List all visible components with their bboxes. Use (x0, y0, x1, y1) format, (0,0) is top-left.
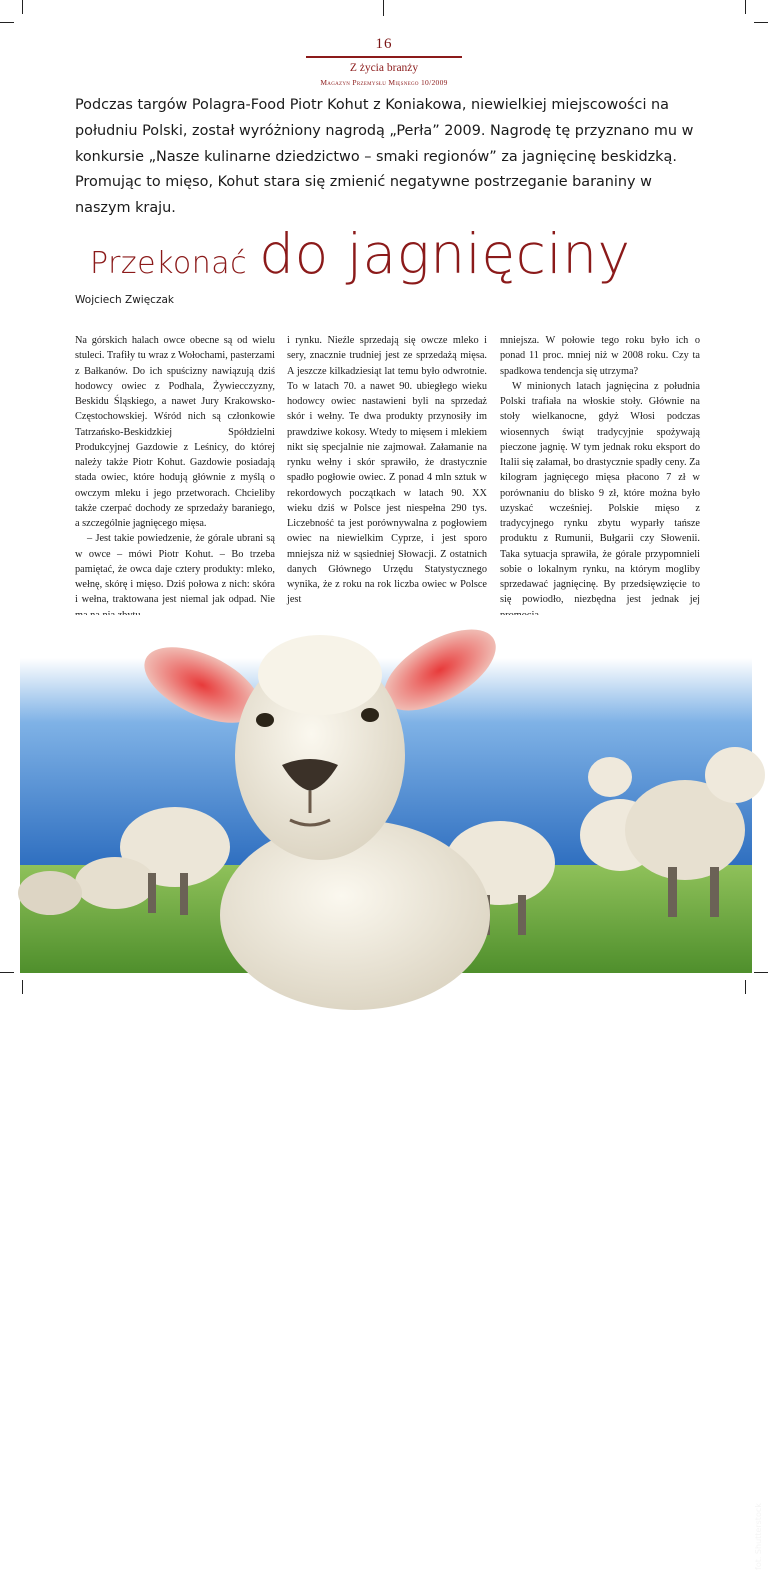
lead-paragraph: Podczas targów Polagra-Food Piotr Kohut z Koniakowa, niewielkiej miejscowości na południu Polski, został wyróżniony nagrodą „Perła” 2009. Nagrodę tę przyznano mu w konkursie „Nasze kulinarne dziedzictwo – smaki regionów” za jagnięcinę beskidzką. Promując to mięso, Kohut stara się zmienić negatywne postrzeganie baraniny w naszym kraju. (75, 97, 694, 217)
title-part-1: Przekonać (90, 246, 248, 281)
text-column-2 (287, 333, 487, 608)
lamb-illustration (20, 615, 752, 973)
crop-mark (383, 0, 384, 16)
crop-mark (0, 22, 14, 23)
article-title (90, 222, 631, 286)
photo-credit: fot. Shutterstock (754, 1503, 763, 1570)
magazine-issue: Magazyn Przemysłu Mięsnego 10/2009 (320, 78, 448, 87)
text-column-3 (500, 333, 700, 623)
paragraph: Na górskich halach owce obecne są od wielu stuleci. Trafiły tu wraz z Wołochami, pasterzami z Bałkanów. Do ich spuścizny nawiązują dziś hodowcy owiec z Podhala, Żywiecczyzny, Beskidu Śląskiego, a nawet Jury Krakowsko-Częstochowskiej. Wśród nich są członkowie Tatrzańsko-Beskidzkiej Spółdzielni Produkcyjnej Gazdowie z Leśnicy, do której należy także Piotr Kohut. Gazdowie posiadają stada owiec, które hodują głównie z myślą o owczym mleku i jego przetworach. Chcieliby także czerpać dochody ze sprzedaży baraniego, a szczególnie jagnięcego mięsa. (75, 335, 275, 529)
text-column-1 (75, 333, 275, 623)
crop-mark (745, 0, 746, 14)
page-number: 16 (375, 36, 393, 52)
header-rule (306, 56, 462, 58)
crop-mark (754, 22, 768, 23)
paragraph: mniejsza. W połowie tego roku było ich o ponad 11 proc. mniej niż w 2008 roku. Czy ta spadkowa tendencja się utrzyma? (500, 335, 700, 377)
title-part-2: do jagnięciny (259, 222, 631, 286)
author-byline: Wojciech Zwięczak (75, 294, 174, 306)
crop-mark (22, 0, 23, 14)
section-title: Z życia branży (349, 62, 419, 74)
paragraph: i rynku. Nieźle sprzedają się owcze mleko i sery, znacznie trudniej jest ze sprzedażą mięsa. A jeszcze kilkadziesiąt lat temu było odwrotnie. To w latach 70. a nawet 90. ubiegłego wieku hodowcy owiec nastawieni byli na sprzedaż skór i wełny. Te dwa produkty przynosiły im prawdziwe kokosy. Wtedy to mięsem i mlekiem nikt się specjalnie nie zajmował. Załamanie na rynku wełny i skór sprawiło, że drastycznie spadło pogłowie owiec. Z ponad 4 mln sztuk w rekordowych początkach w latach 90. XX wieku dziś w Polsce jest niespełna 290 tys. Liczebność ta jest porównywalna z pogłowiem owiec na niewielkim Cyprze, i jest sporo mniejsza niż w sąsiedniej Słowacji. Z ostatnich danych Głównego Urzędu Statystycznego wynika, że z roku na rok liczba owiec w Polsce jest (287, 335, 487, 606)
lamb-photo (20, 615, 763, 1570)
crop-mark (22, 980, 23, 994)
crop-mark (754, 972, 768, 973)
crop-mark (0, 972, 14, 973)
paragraph: – Jest takie powiedzenie, że górale ubrani są w owce – mówi Piotr Kohut. – Bo trzeba pamiętać, że owca daje cztery produkty: mleko, wełnę, skórę i mięso. Dziś połowa z nich: skóra i wełna, traktowana jest niemal jak odpad. Nie (75, 533, 275, 606)
paragraph: W minionych latach jagnięcina z południa Polski trafiała na włoskie stoły. Głównie na stoły wielkanocne, gdyż Włosi podczas wiosennych świąt tradycyjnie spożywają pieczone jagnię. W tym jednak roku eksport do Italii się załamał, bo drastycznie spadły ceny. Za kilogram jagnięcego mięsa płacono 7 zł w porównaniu do blisko 9 zł, które można było uzyskać wcześniej. Polskie mięso z tradycyjnego rynku zbytu wyparły tańsze produktu z Rumunii, Bułgarii czy Słowenii. Taka sytuacja sprawiła, że górale przypomnieli sobie o lokalnym rynku, na którym mogliby sprzedawać jagnięcinę. By przedsięwzięcie to się powiodło, niezbędna jest jednak jej (500, 380, 700, 606)
crop-mark (745, 980, 746, 994)
